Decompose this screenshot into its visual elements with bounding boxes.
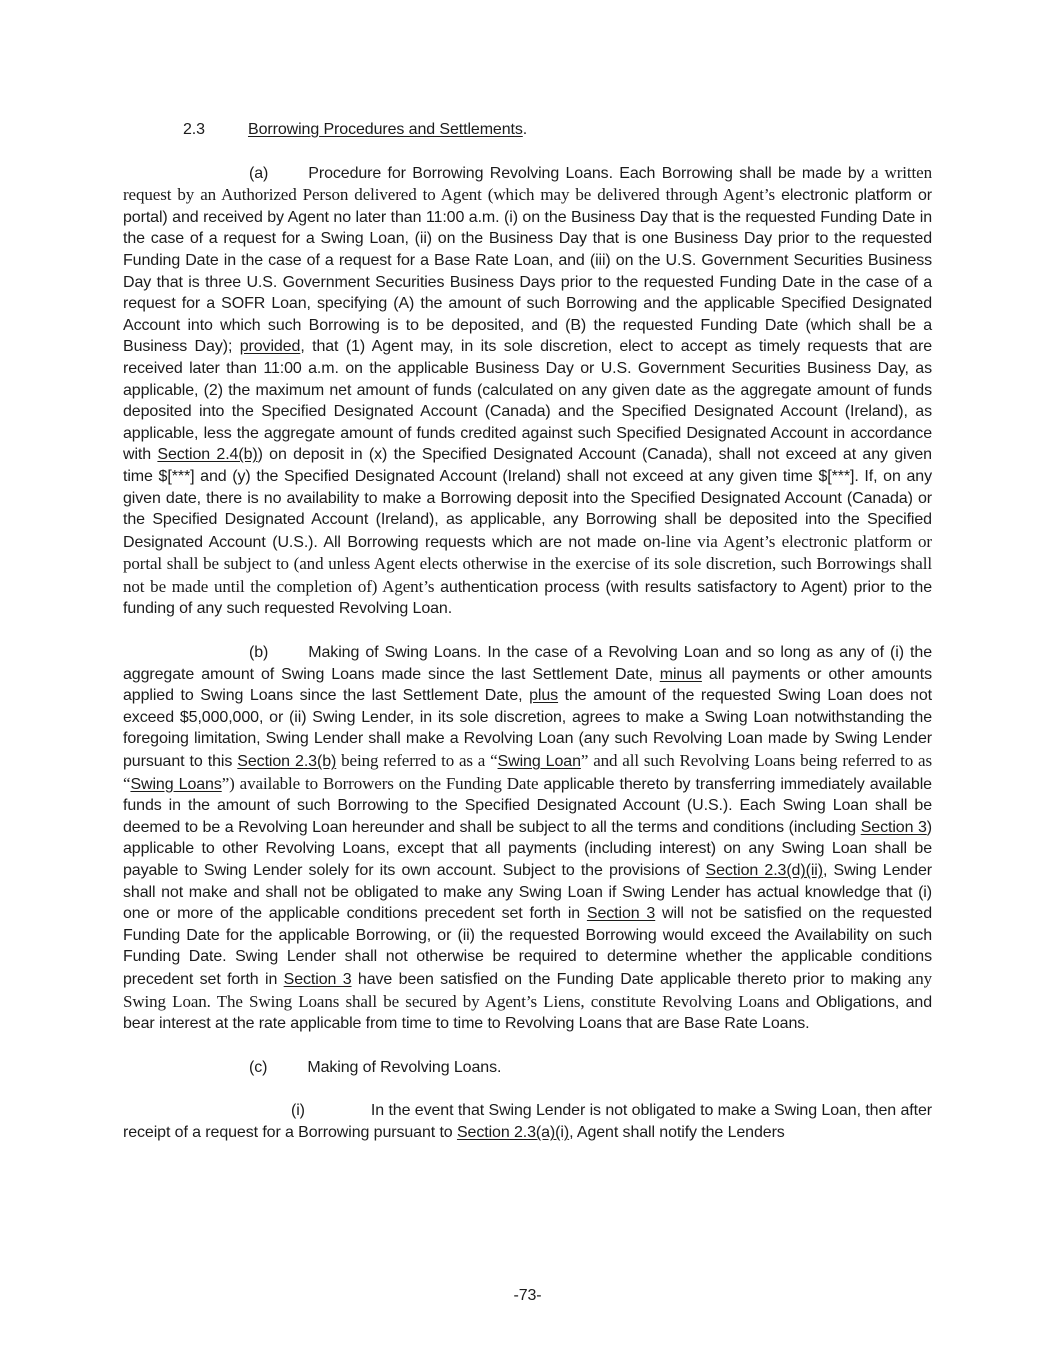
text-run: ) on deposit in (x) the Specified Designated Account (Canada), shall not exceed at any given time $[***] and (y) the Specified Designated Account (Ireland) shall not exceed at any given time $[***]. If, on any given date, there is no availability to make a Borrowing deposit into the Specified Designated Account (Canada) or the Specified Designated Account (Ireland), as applicable, any Borrowing shall be deposited into the Specified Designated Account (U.S.). All Borrowing requests which are not made on-	[123, 446, 932, 551]
text-run: will not be satisfied on the requested Funding Date for the applicable Borrowing, or (ii) the requested Borrowing would exceed the Availability on such Funding Date. Swing Lender shall not otherwise be required to determine whether the applicable conditions precedent set forth in	[123, 905, 933, 988]
text-run: ” and all such Revolving Loans being referred to as “	[123, 751, 933, 793]
text-run: being referred to as a “	[336, 751, 498, 771]
underlined-text: plus	[529, 687, 559, 705]
text-run: Making of Revolving Loans.	[307, 1058, 502, 1076]
underlined-text: provided	[239, 338, 301, 356]
paragraph-c-i	[123, 1100, 932, 1143]
underlined-text: Section 2.3(b)	[237, 753, 337, 771]
text-run: , that (1) Agent may, in its sole discretion, elect to accept as timely requests that are received later than 11:00 a.m. on the applicable Business Day or U.S. Government Securities Business Day, as applicable, (2) the maximum net amount of funds (calculated on any given date as the aggregate amount of funds deposited into the Specified Designated Account (Canada) and the Specified Designated Account (Ireland), as applicable, less the aggregate amount of funds credited against such Specified Designated Account in accordance with	[123, 338, 932, 464]
underlined-text: minus	[659, 665, 702, 683]
paragraph-a-procedure-for-borrowing	[123, 162, 932, 620]
text-run: electronic platform or portal) and received by Agent no later than 11:00 a.m. (i) on the Business Day that is the requested Funding Date in the case of a request for a Swing Loan, (ii) on the Business Day that is one Business Day prior to the requested Funding Date in the case of a request for a Base Rate Loan, and (iii) on the U.S. Government Securities Business Day that is three U.S. Government Securities Business Days prior to the requested Funding Date in the case of a request for a SOFR Loan, specifying (A) the amount of such Borrowing and the applicable Specified Designated Account into which such Borrowing is to be deposited, and (B) the requested Funding Date (which shall be a Business Day);	[123, 187, 932, 356]
text-run: In the event that Swing Lender is not obligated to make a Swing Loan, then after receipt of a request for a Borrowing pursuant to	[123, 1102, 932, 1141]
text-run: Obligations, and bear interest at the rate applicable from time to time to Revolving Loans that are Base Rate Loans.	[123, 993, 932, 1033]
underlined-text: Swing Loan	[497, 753, 581, 771]
text-run: (c)	[249, 1058, 268, 1076]
paragraph-c-making-of-revolving-loans	[123, 1057, 932, 1079]
text-run: Procedure for Borrowing Revolving Loans. Each Borrowing shall be made by	[308, 164, 871, 182]
paragraph-b-making-of-swing-loans	[123, 642, 932, 1035]
text-run: Making of Swing Loans. In the case of a Revolving Loan and so long as any of (i) the aggregate amount of Swing Loans made since the last Settlement Date,	[123, 644, 932, 683]
underlined-text: Section 3	[283, 970, 352, 988]
page-number: -73-	[513, 1287, 542, 1305]
text-run: (i)	[291, 1102, 305, 1120]
underlined-text: Section 3	[586, 905, 656, 923]
section-number: 2.3	[183, 121, 205, 138]
text-run: a written request by an Authorized Person delivered to Agent (which may be delivered through Agent’s	[123, 162, 932, 205]
text-run: , Swing Lender shall not make and shall not be obligated to make any Swing Loan if Swing Lender has actual knowledge that (i) one or more of the applicable conditions precedent set forth in	[123, 862, 932, 923]
text-run: all payments or other amounts applied to Swing Loans since the last Settlement Date,	[123, 665, 932, 705]
underlined-text: Section 2.3(a)(i)	[456, 1123, 570, 1141]
text-run: applicable thereto by transferring immediately available funds in the amount of such Borrowing to the Specified Designated Account (U.S.). Each Swing Loan shall be deemed to be a Revolving Loan hereunder and shall be subject to all the terms and conditions (including	[123, 775, 932, 836]
text-run: the amount of the requested Swing Loan does not exceed $5,000,000, or (ii) Swing Lender, in its sole discretion, agrees to make a Swing Loan notwithstanding the foregoing limitation, Swing Lender shall make a Revolving Loan (any such Revolving Loan made by Swing Lender pursuant to this	[123, 687, 932, 771]
text-run: line via Agent’s electronic platform or portal shall be subject to (and unless Agent elects otherwise in the exercise of its sole discretion, such Borrowings shall not be made until the completion of) Agent’s	[123, 531, 932, 596]
underlined-text: Section 2.3(d)(ii)	[705, 862, 823, 879]
section-heading	[123, 119, 932, 141]
text-run: ) applicable to other Revolving Loans, except that all payments (including interest) on any Swing Loan shall be payable to Swing Lender solely for its own account. Subject to the provisions of	[123, 818, 932, 879]
text-run: authentication process (with results satisfactory to Agent) prior to the funding of any such requested Revolving Loan.	[123, 578, 932, 618]
section-title: Borrowing Procedures and Settlements	[248, 121, 523, 138]
underlined-text: Section 2.4(b)	[157, 446, 258, 464]
underlined-text: Section 3	[860, 818, 927, 836]
underlined-text: Swing Loans	[130, 775, 222, 793]
section-title-suffix: .	[522, 121, 528, 138]
text-run: (a)	[249, 164, 269, 182]
text-run: ”) available to Borrowers on the Funding Date	[221, 773, 544, 793]
text-run: , Agent shall notify the Lenders	[569, 1123, 785, 1141]
text-run: (b)	[249, 644, 269, 662]
text-run: have been satisfied on the Funding Date applicable thereto prior to making	[351, 970, 908, 988]
text-run: any Swing Loan. The Swing Loans shall be secured by Agent’s Liens, constitute Revolving Loans and	[123, 968, 932, 1011]
